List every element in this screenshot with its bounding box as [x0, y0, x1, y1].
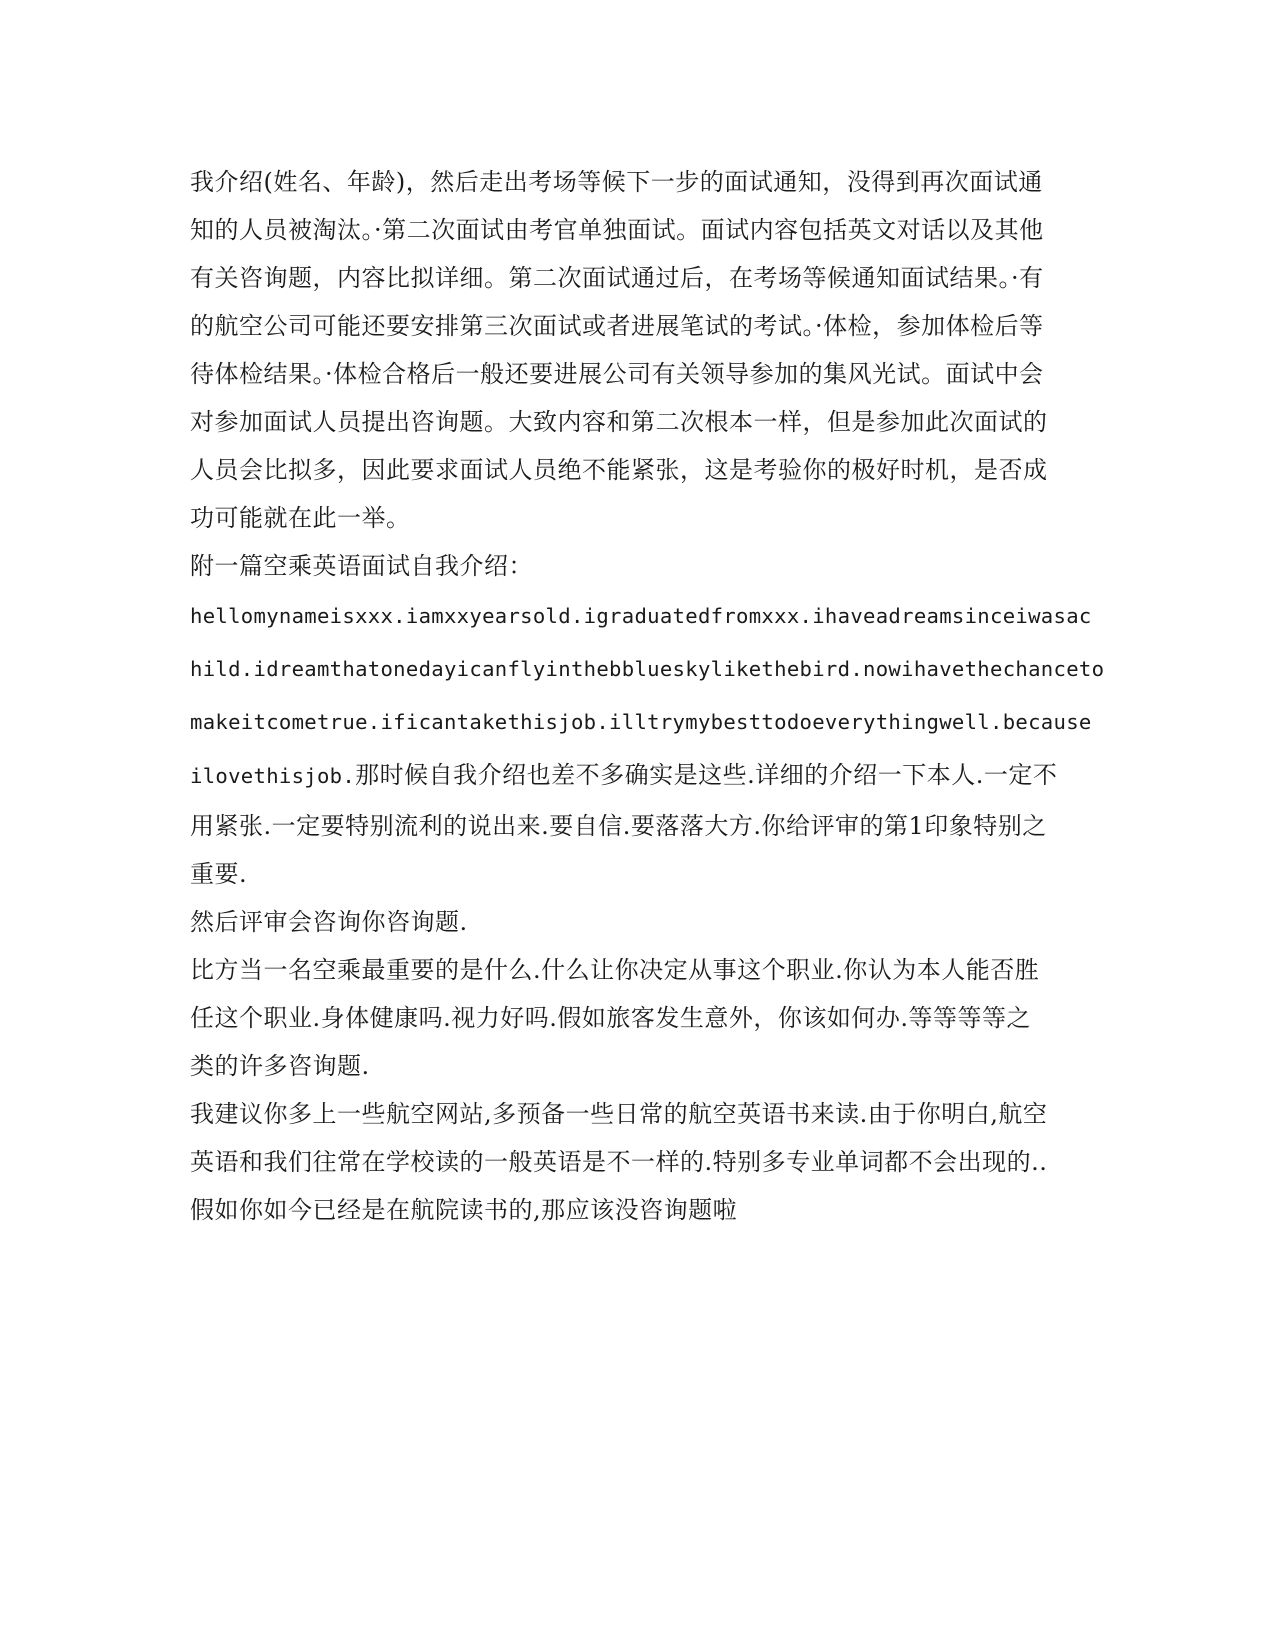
- text-line: 用紧张.一定要特别流利的说出来.要自信.要落落大方.你给评审的第1印象特别之: [190, 812, 1047, 840]
- text-line: 类的许多咨询题.: [190, 1052, 370, 1080]
- text-line: 附一篇空乘英语面试自我介绍：: [190, 552, 533, 580]
- text-line: 功可能就在此一举。: [190, 504, 411, 532]
- chinese-text-fragment: 那时候自我介绍也差不多确实是这些.详细的介绍一下本人.一定不: [355, 761, 1058, 789]
- text-line: 然后评审会咨询你咨询题.: [190, 908, 468, 936]
- document-body: [190, 158, 1105, 1234]
- mixed-text-line: [190, 749, 1085, 802]
- text-line: 待体检结果。·体检合格后一般还要进展公司有关领导参加的集风光试。面试中会: [190, 360, 1044, 388]
- english-text-fragment: ilovethisjob.: [190, 764, 356, 788]
- text-line: 的航空公司可能还要安排第三次面试或者进展笔试的考试。·体检，参加体检后等: [190, 312, 1044, 340]
- english-text-line: makeitcometrue.ificantakethisjob.illtrymybesttodoeverythingwell.because: [190, 710, 1092, 734]
- text-line: 比方当一名空乘最重要的是什么.什么让你决定从事这个职业.你认为本人能否胜: [190, 956, 1040, 984]
- text-line: 我介绍(姓名、年龄)，然后走出考场等候下一步的面试通知，没得到再次面试通: [190, 168, 1043, 196]
- text-line: 任这个职业.身体健康吗.视力好吗.假如旅客发生意外，你该如何办.等等等等之: [190, 1004, 1032, 1032]
- text-line: 对参加面试人员提出咨询题。大致内容和第二次根本一样，但是参加此次面试的: [190, 408, 1048, 436]
- english-text-line: hellomynameisxxx.iamxxyearsold.igraduatedfromxxx.ihaveadreamsinceiwasac: [190, 604, 1092, 628]
- english-text-line: hild.idreamthatonedayicanflyinthebblueskylikethebird.nowihavethechanceto: [190, 657, 1105, 681]
- text-line: 知的人员被淘汰。·第二次面试由考官单独面试。面试内容包括英文对话以及其他: [190, 216, 1044, 244]
- text-line: 我建议你多上一些航空网站,多预备一些日常的航空英语书来读.由于你明白,航空: [190, 1100, 1048, 1128]
- text-line: 重要.: [190, 860, 248, 888]
- text-line: 有关咨询题，内容比拟详细。第二次面试通过后，在考场等候通知面试结果。·有: [190, 264, 1044, 292]
- text-line: 假如你如今已经是在航院读书的,那应该没咨询题啦: [190, 1196, 738, 1224]
- text-line: 人员会比拟多，因此要求面试人员绝不能紧张，这是考验你的极好时机，是否成: [190, 456, 1048, 484]
- text-line: 英语和我们往常在学校读的一般英语是不一样的.特别多专业单词都不会出现的..: [190, 1148, 1048, 1176]
